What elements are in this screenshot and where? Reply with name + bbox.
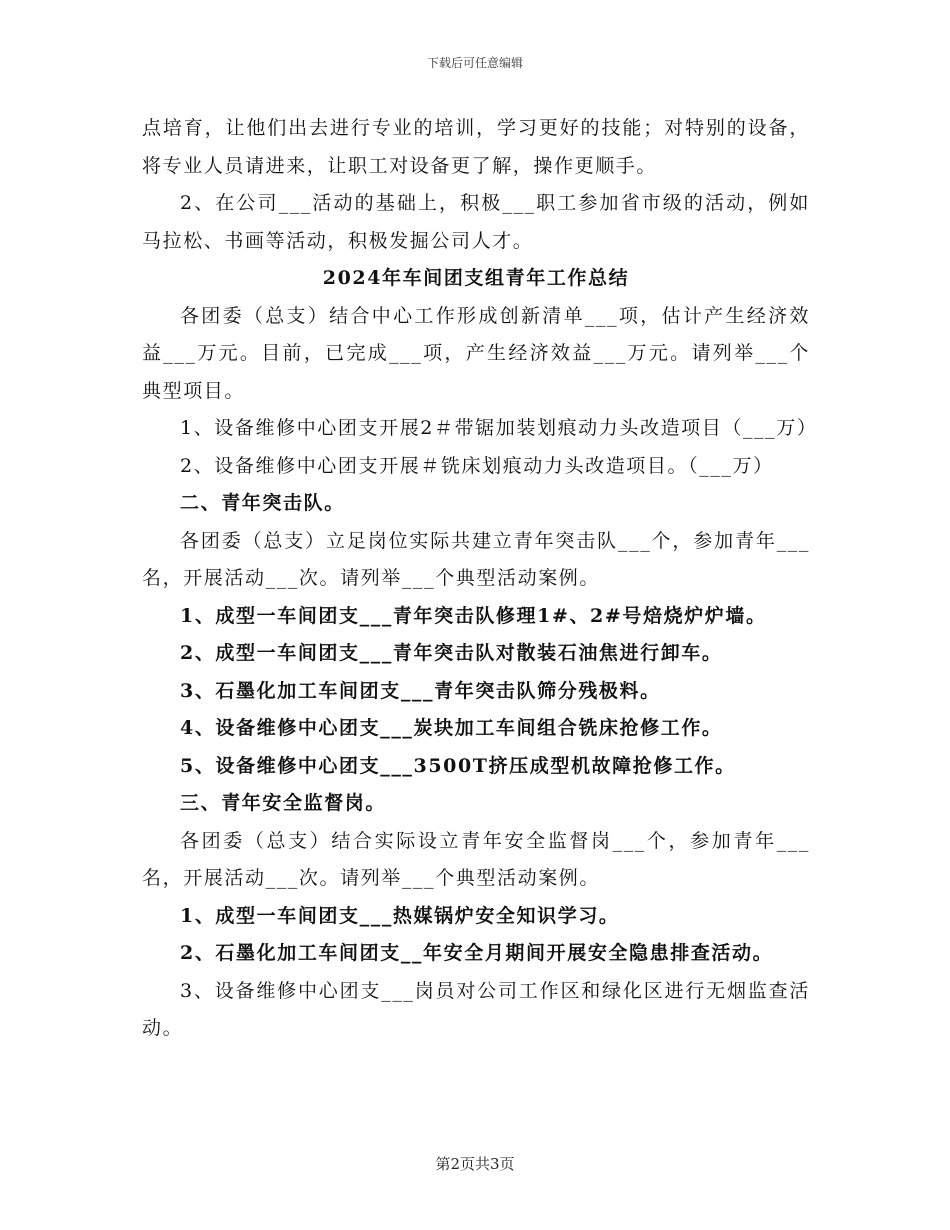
section-heading: 二、青年突击队。 [180, 492, 345, 514]
paragraph: 各团委（总支）结合中心工作形成创新清单___项，估计产生经济效益___万元。目前，已完成___项，产生经济效益___万元。请列举___个典型项目。 [142, 304, 810, 402]
list-item: 1、成型一车间团支___热媒锅炉安全知识学习。 [180, 904, 620, 927]
list-item: 5、设备维修中心团支___3500T挤压成型机故障抢修工作。 [180, 754, 736, 777]
section-title: 2024年车间团支组青年工作总结 [322, 267, 630, 289]
paragraph: 2、在公司___活动的基础上，积极___职工参加省市级的活动，例如马拉松、书画等活动，积极发掘公司人才。 [142, 192, 810, 252]
paragraph: 各团委（总支）结合实际设立青年安全监督岗___个，参加青年___名，开展活动___次。请列举___个典型活动案例。 [142, 829, 810, 889]
paragraph: 1、设备维修中心团支开展2＃带锯加装划痕动力头改造项目（___万） [180, 417, 818, 439]
list-item: 1、成型一车间团支___青年突击队修理1#、2#号焙烧炉炉墙。 [180, 604, 767, 627]
list-item: 2、成型一车间团支___青年突击队对散装石油焦进行卸车。 [180, 642, 723, 664]
page-footer: 第2页共3页 [435, 1155, 515, 1173]
paragraph: 2、设备维修中心团支开展＃铣床划痕动力头改造项目。（___万） [180, 454, 774, 477]
list-item: 3、石墨化加工车间团支___青年突击队筛分残极料。 [180, 679, 661, 702]
paragraph: 点培育，让他们出去进行专业的培训，学习更好的技能；对特别的设备，将专业人员请进来，让职工对设备更了解，操作更顺手。 [142, 117, 810, 177]
list-item: 3、设备维修中心团支___岗员对公司工作区和绿化区进行无烟监查活动。 [142, 979, 810, 1039]
section-heading: 三、青年安全监督岗。 [180, 792, 387, 814]
list-item: 2、石墨化加工车间团支__年安全月期间开展安全隐患排查活动。 [180, 942, 774, 964]
document-body [142, 110, 818, 1048]
page-header-note: 下载后可任意编辑 [426, 56, 523, 70]
list-item: 4、设备维修中心团支___炭块加工车间组合铣床抢修工作。 [180, 717, 723, 739]
paragraph: 各团委（总支）立足岗位实际共建立青年突击队___个，参加青年___名，开展活动___次。请列举___个典型活动案例。 [142, 529, 810, 589]
